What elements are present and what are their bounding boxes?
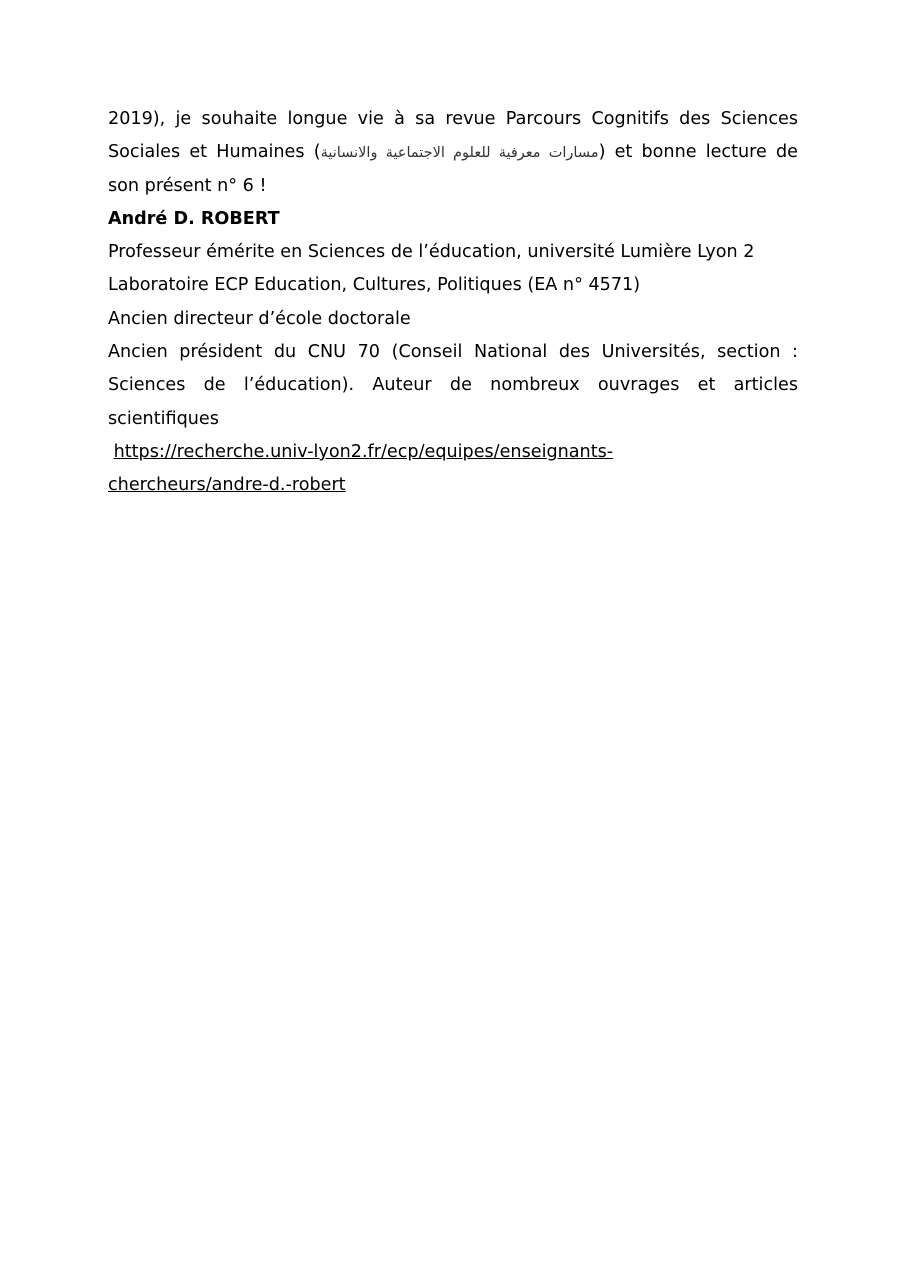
paragraph-line-2-start: Sociales et Humaines ( <box>108 142 321 163</box>
closing-paragraph <box>108 103 798 203</box>
journal-arabic-title: مسارات معرفية للعلوم الاجتماعية والانسانية <box>320 145 599 162</box>
profile-link-part-2[interactable]: chercheurs/andre-d.-robert <box>108 475 346 496</box>
paragraph-line-1: 2019), je souhaite longue vie à sa revue Parcours Cognitifs des Sciences <box>108 109 798 129</box>
paragraph-line-2 <box>108 136 798 169</box>
author-name: André D. ROBERT <box>108 208 280 229</box>
profile-link-line-2 <box>108 469 798 502</box>
author-affiliation-cnu <box>108 336 798 436</box>
author-affiliation-doctoral-school: Ancien directeur d’école doctorale <box>108 308 411 329</box>
paragraph-line-3: son présent n° 6 ! <box>108 175 267 196</box>
author-affiliation-professor: Professeur émérite en Sciences de l’éducation, université Lumière Lyon 2 <box>108 242 755 263</box>
profile-link-line-1 <box>108 436 798 469</box>
cnu-line-3: scientifiques <box>108 408 219 429</box>
profile-link-part-1[interactable]: https://recherche.univ-lyon2.fr/ecp/equipes/enseignants- <box>113 441 614 462</box>
cnu-line-2: Sciences de l’éducation). Auteur de nombreux ouvrages et articles <box>108 375 798 396</box>
author-affiliation-laboratory: Laboratoire ECP Education, Cultures, Politiques (EA n° 4571) <box>108 275 641 296</box>
cnu-line-1: Ancien président du CNU 70 (Conseil National des Universités, section : <box>108 342 798 363</box>
document-page <box>108 103 798 503</box>
author-profile-link[interactable] <box>108 436 798 503</box>
paragraph-line-2-end: ) et bonne lecture de <box>598 142 798 163</box>
